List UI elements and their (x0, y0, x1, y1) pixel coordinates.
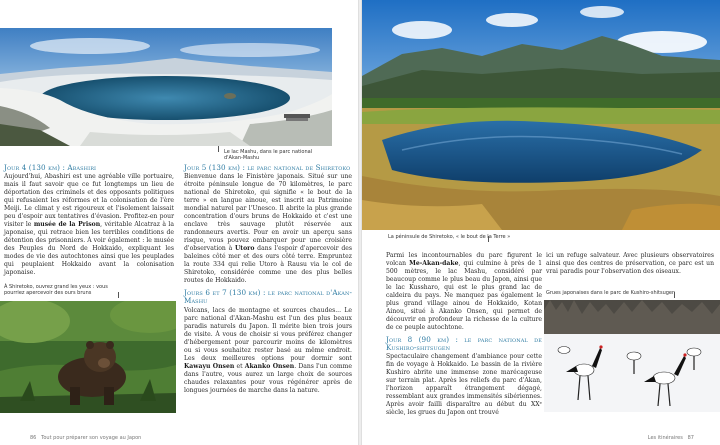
utoro-label: Utoro (234, 245, 255, 253)
shiretoko-photo (362, 0, 720, 230)
bear-caption-pointer (118, 292, 119, 298)
right-footer (648, 435, 694, 441)
bear-caption: À Shiretoko, ouvrez grand les yeux : vous pourriez apercevoir des ours bruns (4, 284, 108, 296)
cranes-caption-pointer (674, 292, 675, 298)
kushiro-continued-body: ici un refuge salvateur. Avec plusieurs observatoires ainsi que des centres de préservation, ce parc est un vrai paradis pour l'observation des oiseaux. (546, 252, 714, 275)
day8-heading: Jour 8 (90 km) : le parc national de Kushiro-shitsugen (386, 335, 542, 353)
day5-heading: Jour 5 (130 km) : le parc national de Shiretoko (184, 163, 351, 172)
akan-continued-body: Parmi les incontournables du parc figurent le volcan Me-Akan-dake, qui culmine à près de 1 500 mètres, le lac Mashu, considéré par beaucoup comme le plus beau du Japon, ainsi que le lac Kussharo, qui est le plus grand lac de caldeira du pays. Ne manquez pas également le plus grand village ainou de Hokkaido, Kotan Ainou, situé à Akanko Onsen, qui permet de découvrir en profondeur la richesse de la culture de ce peuple autochtone. (386, 252, 542, 331)
left-footer (30, 435, 141, 441)
right-page (362, 0, 720, 445)
day8-body: Spectaculaire changement d'ambiance pour cette fin de voyage à Hokkaido. Le bassin de la rivière Kushiro abrite une immense zone marécageuse sur terrain plat. Après les reliefs du parc d'Akan, l'horizon apparaît étrangement dégagé, ressemblant aux grandes immensités sibériennes. Après avoir failli disparaître au début du XXᵉ siècle, les grues du Japon ont trouvé (386, 353, 542, 417)
day6-7-heading: Jours 6 et 7 (130 km) : le parc national d'Akan-Mashu (184, 288, 352, 306)
day4-heading: Jour 4 (130 km) : Abashiri (4, 163, 97, 172)
akanko-onsen-label: Akanko Onsen (244, 362, 295, 370)
lake-mashu-caption: Le lac Mashu, dans le parc national d'Akan-Mashu (224, 149, 313, 161)
right-footer-section: Les itinéraires (647, 435, 683, 441)
cranes-illustration (544, 300, 720, 412)
day5-body: Bienvenue dans le Finistère japonais. Situé sur une étroite péninsule longue de 70 kilomètres, le parc national de Shiretoko, qui signifie « le bout de la terre » en langue ainoue, est inscrit au Patrimoine mondial naturel par l'Unesco. Il abrite la plus grande concentration d'ours bruns de Hokkaido et c'est une enclave très sauvage plutôt réservée aux randonneurs avertis. Pour en avoir un aperçu sans risque, vous pouvez embarquer pour une croisière d'observation à Utoro dans l'espoir d'apercevoir des baleines côté mer et des ours côté terre. Empruntez la route 334 qui relie Utoro à Rausu via le col de Shiretoko, considérée comme une des plus belles routes de Hokkaido. (184, 173, 352, 285)
left-footer-title: Tout pour préparer son voyage au Japon (41, 435, 142, 441)
shiretoko-caption: La péninsule de Shiretoko, « le bout de la Terre » (388, 234, 511, 240)
lake-mashu-illustration (0, 28, 332, 146)
column-4 (546, 252, 714, 276)
day6-7-body: Volcans, lacs de montagne et sources chaudes... Le parc national d'Akan-Mashu est l'un des plus beaux paradis naturels du Japon. Il mérite bien trois jours de visite. À vous de choisir si vous préférez changer d'hébergement pour parcourir moins de kilomètres ou si vous souhaitez rester basé au même endroit. Les deux meilleures options pour dormir sont Kawayu Onsen et Akanko Onsen. Dans l'un comme dans l'autre, vous aurez un large choix de sources chaudes relaxantes pour vous régénérer après de longues journées de marche dans la nature. (184, 306, 352, 394)
caption-pointer (218, 146, 219, 152)
right-page-number: 87 (687, 435, 694, 441)
column-3 (386, 252, 542, 417)
cranes-photo (544, 300, 720, 412)
column-2 (184, 164, 352, 395)
left-page-number: 86 (30, 435, 37, 441)
shiretoko-caption-pointer (488, 236, 489, 242)
left-page (0, 0, 358, 445)
shiretoko-illustration (362, 0, 720, 230)
prison-museum-label: musée de la Prison (33, 221, 101, 229)
lake-mashu-photo (0, 28, 332, 146)
column-1 (4, 164, 174, 277)
kawayu-onsen-label: Kawayu Onsen (184, 362, 235, 370)
bear-photo (0, 301, 176, 413)
day4-body: Aujourd'hui, Abashiri est une agréable ville portuaire, mais il faut savoir que ce fut longtemps un lieu de déportation des criminels et des opposants politiques qui refusaient les réformes et la colonisation de l'ère Meiji. Le climat y est rigoureux et l'isolement laissait peu d'espoir aux tentatives d'évasion. Profitez-en pour visiter le musée de la Prison, véritable Alcatraz à la japonaise, qui retrace bien les terribles conditions de détention des prisonniers. À voir également : le musée des Peuples du Nord de Hokkaido, expliquant les modes de vie des autochtones ainsi que les peuplades qui peuplaient Hokkaido avant la colonisation japonaise. (4, 173, 174, 277)
cranes-caption: Grues japonaises dans le parc de Kushiro-shitsugen (546, 290, 676, 296)
me-akan-dake-label: Me-Akan-dake (409, 260, 459, 267)
bear-illustration (0, 301, 176, 413)
